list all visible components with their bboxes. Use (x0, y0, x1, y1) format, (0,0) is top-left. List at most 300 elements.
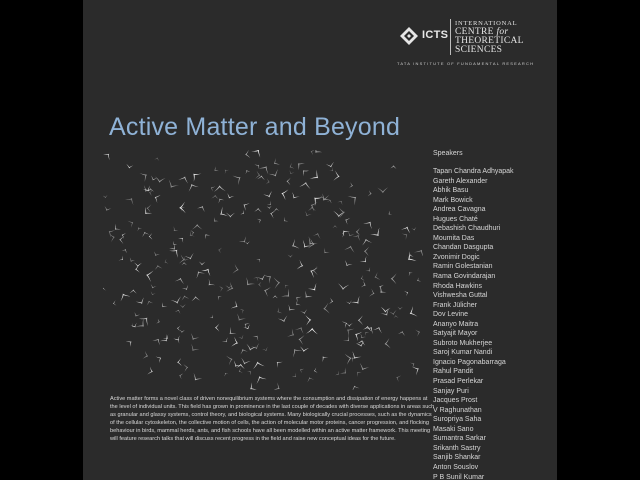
bird-shape (310, 170, 322, 183)
bird-shape (139, 314, 152, 326)
bird-shape (280, 188, 288, 200)
speaker-name: Abhik Basu (433, 187, 469, 195)
bird-shape (254, 163, 260, 169)
bird-shape (197, 204, 207, 212)
bird-shape (267, 206, 272, 209)
bird-shape (306, 376, 314, 382)
speaker-name: Vishwesha Guttal (433, 292, 488, 300)
bird-shape (349, 351, 361, 361)
speaker-name: Ramin Golestanian (433, 263, 493, 271)
speaker-name: Zvonimir Dogic (433, 253, 480, 261)
event-title: Active Matter and Beyond (109, 112, 401, 141)
bird-shape (234, 313, 246, 323)
speaker-name: Tapan Chandra Adhyapak (433, 168, 514, 175)
bird-shape (181, 262, 187, 265)
bird-shape (219, 285, 224, 292)
bird-shape (299, 181, 311, 189)
bird-shape (356, 228, 360, 236)
logo-subtitle: TATA INSTITUTE OF FUNDAMENTAL RESEARCH (397, 61, 535, 66)
icts-diamond-icon (400, 27, 418, 45)
bird-shape (103, 288, 106, 291)
bird-shape (214, 185, 226, 192)
bird-shape (269, 169, 281, 179)
bird-shape (217, 197, 225, 203)
speaker-name: Hugues Chaté (433, 215, 478, 223)
bird-shape (238, 368, 243, 375)
speaker-name: Gareth Alexander (433, 177, 488, 185)
bird-shape (289, 346, 302, 358)
bird-shape (112, 300, 116, 306)
speaker-name: Rama Govindarajan (433, 273, 496, 281)
bird-shape (416, 277, 421, 283)
bird-shape (353, 329, 362, 341)
bird-shape (333, 171, 340, 182)
bird-shape (146, 300, 154, 306)
bird-shape (128, 257, 135, 263)
bird-shape (343, 335, 352, 344)
bird-shape (343, 260, 353, 268)
bird-shape (272, 295, 277, 298)
bird-shape (103, 151, 113, 160)
bird-shape (150, 175, 158, 181)
bird-shape (361, 238, 373, 246)
bird-shape (305, 315, 311, 326)
speaker-name: Prasad Perlekar (433, 378, 484, 386)
speaker-name: Chandan Dasgupta (433, 244, 494, 252)
bird-shape (146, 204, 151, 213)
speakers-section (433, 150, 553, 480)
bird-shape (320, 354, 329, 362)
speaker-name: Suropriya Saha (433, 416, 482, 424)
bird-shape (323, 303, 330, 315)
bird-shape (226, 327, 236, 338)
bird-shape (236, 363, 245, 369)
bird-shape (245, 241, 250, 244)
logo-line-theoretical: THEORETICAL (455, 36, 524, 46)
speaker-name: Anton Souslov (433, 463, 479, 471)
bird-shape (322, 248, 330, 256)
bird-shape (175, 309, 182, 314)
bird-shape (312, 150, 322, 156)
bird-shape (244, 169, 250, 174)
bird-shape (143, 351, 150, 360)
bird-shape (257, 217, 262, 223)
bird-shape (222, 337, 230, 344)
bird-shape (373, 272, 380, 282)
bird-shape (299, 346, 309, 352)
speaker-name: Moumita Das (433, 234, 475, 242)
bird-shape (103, 206, 111, 212)
bird-shape (262, 347, 269, 352)
bird-shape (278, 316, 289, 324)
bird-shape (130, 289, 138, 293)
bird-shape (380, 308, 391, 318)
bird-shape (231, 337, 239, 348)
bird-shape (211, 195, 219, 199)
bird-shape (308, 238, 315, 249)
bird-shape (153, 193, 161, 203)
bird-shape (247, 382, 257, 390)
bird-shape (122, 248, 129, 253)
bird-shape (300, 168, 309, 177)
bird-shape (377, 187, 388, 193)
bird-shape (178, 236, 185, 243)
bird-shape (225, 193, 234, 200)
bird-shape (295, 160, 305, 170)
bird-shape (209, 314, 215, 319)
bird-shape (156, 354, 163, 363)
bird-shape (360, 275, 365, 282)
bird-shape (164, 259, 168, 265)
bird-shape (398, 330, 407, 336)
bird-shape (358, 333, 366, 340)
bird-shape (178, 373, 183, 380)
bird-shape (308, 283, 320, 293)
bird-shape (267, 201, 273, 207)
bird-shape (174, 337, 181, 343)
bird-shape (348, 192, 360, 205)
bird-shape (186, 182, 198, 192)
speaker-name: Satyajit Mayor (433, 330, 478, 338)
bird-shape (369, 288, 376, 297)
bird-shape (192, 224, 203, 230)
bird-shape (179, 254, 186, 264)
bird-shape (298, 334, 305, 345)
bird-shape (136, 318, 148, 330)
bird-shape (327, 199, 333, 203)
bird-shape (258, 282, 261, 288)
bird-shape (294, 294, 302, 303)
bird-shape (345, 352, 353, 364)
bird-shape (126, 339, 134, 347)
bird-shape (188, 344, 199, 354)
bird-shape (170, 296, 183, 305)
bird-shape (340, 367, 349, 376)
bird-shape (273, 382, 282, 390)
bird-shape (118, 291, 131, 301)
bird-shape (306, 328, 318, 335)
bird-shape (231, 300, 240, 311)
bird-shape (363, 331, 369, 336)
logo-abbreviation: ICTS (422, 29, 449, 41)
speaker-name: Andrea Cavagna (433, 206, 486, 214)
bird-shape (308, 207, 316, 211)
bird-shape (349, 355, 356, 362)
bird-shape (290, 192, 300, 201)
bird-shape (244, 150, 250, 159)
bird-shape (126, 164, 134, 169)
bird-shape (288, 163, 294, 171)
bird-shape (274, 359, 283, 368)
bird-shape (152, 251, 159, 257)
bird-shape (342, 319, 349, 328)
bird-shape (415, 328, 421, 336)
bird-shape (276, 307, 283, 315)
bird-shape (335, 371, 340, 377)
bird-shape (370, 228, 383, 240)
logo-line-centre: CENTRE for (455, 27, 509, 37)
bird-shape (339, 207, 345, 218)
bird-shape (160, 302, 168, 309)
bird-shape (135, 265, 140, 273)
bird-shape (401, 225, 412, 234)
bird-shape (384, 338, 391, 349)
bird-shape (407, 254, 414, 258)
bird-shape (136, 226, 142, 232)
bird-shape (402, 231, 410, 240)
bird-shape (380, 307, 390, 313)
speaker-name: Mark Bowick (433, 196, 473, 204)
bird-shape (191, 296, 200, 301)
bird-shape (393, 315, 398, 318)
bird-shape (177, 325, 181, 331)
bird-shape (183, 363, 188, 371)
bird-shape (251, 343, 261, 351)
bird-shape (118, 255, 124, 262)
bird-shape (281, 289, 293, 301)
bird-shape (149, 291, 155, 296)
bird-shape (351, 296, 363, 307)
bird-shape (136, 297, 146, 306)
bird-shape (407, 271, 413, 276)
bird-shape (312, 232, 322, 239)
bird-shape (269, 209, 275, 218)
bird-shape (295, 325, 306, 334)
bird-shape (259, 163, 272, 174)
bird-shape (203, 232, 210, 239)
bird-shape (264, 272, 274, 284)
bird-shape (241, 201, 249, 211)
bird-shape (218, 247, 222, 253)
bird-shape (390, 165, 396, 169)
bird-shape (346, 300, 353, 305)
bird-shape (226, 213, 235, 218)
bird-shape (238, 335, 245, 341)
bird-shape (106, 227, 115, 237)
bird-shape (256, 257, 261, 262)
logo-line-international: INTERNATIONAL (455, 20, 518, 27)
bird-shape (378, 287, 387, 296)
bird-shape (156, 319, 160, 325)
bird-shape (288, 170, 294, 175)
bird-shape (340, 228, 351, 238)
bird-shape (147, 367, 154, 376)
bird-shape (233, 172, 244, 185)
bird-shape (182, 285, 190, 292)
bird-shape (251, 150, 263, 157)
bird-shape (125, 195, 136, 205)
logo-institution-name (455, 19, 524, 55)
bird-shape (217, 206, 228, 219)
bird-shape (282, 217, 288, 224)
bird-shape (154, 157, 160, 161)
bird-shape (290, 239, 300, 251)
speaker-name: Rhoda Hawkins (433, 282, 483, 290)
bird-shape (288, 254, 294, 257)
bird-shape (395, 374, 401, 382)
bird-shape (140, 170, 150, 182)
logo-line-sciences: SCIENCES (455, 45, 503, 55)
speaker-name: P B Sunil Kumar (433, 473, 485, 480)
bird-shape (145, 269, 154, 282)
bird-shape (172, 241, 178, 247)
logo-divider (450, 19, 451, 55)
bird-shape (365, 267, 372, 273)
bird-shape (407, 306, 417, 319)
bird-shape (254, 374, 267, 384)
bird-flock-image (103, 150, 423, 390)
speaker-name: Sumantra Sarkar (433, 435, 486, 443)
bird-shape (171, 226, 178, 233)
speaker-name: Dov Levine (433, 311, 469, 319)
bird-shape (154, 176, 165, 183)
speaker-name: V Raghunathan (433, 406, 482, 414)
bird-shape (310, 193, 323, 206)
bird-shape (286, 304, 295, 312)
bird-shape (414, 247, 423, 258)
bird-shape (389, 310, 398, 316)
bird-shape (391, 273, 397, 284)
bird-shape (215, 323, 219, 331)
bird-shape (191, 373, 203, 383)
speaker-name: Ignacio Pagonabarraga (433, 358, 506, 366)
bird-shape (361, 281, 367, 289)
bird-shape (131, 323, 139, 329)
bird-shape (266, 178, 271, 185)
bird-shape (344, 244, 356, 252)
bird-shape (232, 264, 239, 275)
bird-shape (223, 372, 229, 377)
bird-shape (201, 266, 213, 276)
bird-shape (274, 277, 281, 289)
bird-shape (309, 200, 318, 211)
bird-shape (378, 283, 384, 290)
speaker-name: Subroto Mukherjee (433, 339, 493, 347)
bird-shape (326, 162, 335, 169)
bird-shape (210, 185, 216, 192)
bird-shape (405, 251, 417, 264)
bird-shape (142, 207, 153, 217)
bird-shape (373, 325, 384, 333)
bird-shape (344, 326, 354, 337)
bird-shape (329, 298, 333, 305)
bird-shape (243, 277, 256, 289)
bird-shape (303, 211, 311, 218)
bird-shape (287, 328, 296, 339)
bird-shape (404, 290, 409, 297)
bird-shape (360, 256, 370, 265)
bird-shape (337, 199, 344, 205)
event-abstract: Active matter forms a novel class of driven nonequilibrium systems where the consumption and dissipation of energy happens at the level of individual units. This field has grown in prominence in the last couple of decades with diverse applications in areas such as granular and glassy systems, control theory, and biological systems. Many biologically crucial processes, such as the dynamics of the cellular cytoskeleton, the collective motion of cells, the action of molecular motor proteins, cancer progression, and flocking behaviour in birds, mammal herds, ants, and fish schools have all been modelled within an active matter framework. This meeting will feature research talks that will discuss recent progress in the field and raise new conceptual ideas for the future. (110, 396, 435, 443)
bird-shape (240, 308, 245, 314)
bird-shape (226, 282, 235, 294)
bird-shape (410, 361, 416, 368)
bird-shape (247, 370, 253, 376)
speaker-name: Jacques Prost (433, 397, 478, 405)
bird-shape (397, 307, 403, 310)
bird-shape (254, 208, 262, 213)
bird-shape (119, 235, 124, 244)
bird-shape (253, 275, 260, 281)
bird-shape (213, 166, 219, 173)
bird-shape (286, 178, 290, 186)
bird-shape (149, 284, 156, 289)
bird-shape (188, 231, 195, 239)
bird-shape (194, 269, 205, 279)
bird-shape (179, 304, 186, 308)
bird-shape (154, 264, 163, 270)
bird-shape (357, 363, 369, 373)
speaker-list (433, 167, 553, 480)
bird-shape (411, 227, 417, 231)
bird-shape (364, 247, 369, 257)
bird-shape (177, 358, 182, 367)
bird-shape (262, 285, 270, 297)
bird-shape (257, 274, 267, 281)
bird-shape (329, 167, 335, 173)
bird-shape (179, 329, 185, 333)
bird-shape (199, 261, 206, 265)
bird-shape (240, 210, 245, 216)
bird-shape (302, 291, 313, 301)
bird-shape (310, 150, 315, 155)
bird-shape (313, 368, 317, 374)
speaker-name: Ananyo Maitra (433, 320, 479, 328)
bird-shape (355, 369, 363, 376)
icts-logo (397, 19, 550, 71)
speaker-name: Masaki Sano (433, 425, 474, 433)
bird-shape (103, 195, 108, 198)
bird-shape (112, 224, 121, 233)
bird-shape (212, 217, 218, 223)
bird-shape (350, 384, 359, 390)
speaker-name: Srikanth Sastry (433, 444, 481, 452)
bird-shape (239, 348, 248, 355)
bird-shape (363, 219, 375, 229)
bird-shape (149, 233, 153, 240)
bird-shape (178, 175, 190, 184)
bird-shape (312, 266, 317, 275)
bird-shape (166, 179, 179, 190)
bird-shape (127, 219, 135, 228)
bird-shape (226, 354, 234, 365)
bird-shape (173, 335, 181, 342)
bird-shape (121, 232, 126, 239)
speaker-name: Debashish Chaudhuri (433, 225, 501, 233)
bird-shape (190, 170, 202, 182)
bird-shape (358, 315, 363, 325)
bird-shape (175, 276, 186, 284)
bird-shape (141, 185, 152, 194)
bird-shape (243, 324, 251, 331)
bird-shape (297, 260, 305, 271)
bird-shape (252, 334, 260, 341)
bird-shape (141, 231, 150, 238)
bird-shape (387, 211, 392, 217)
bird-shape (169, 246, 181, 258)
speaker-name: Rahul Pandit (433, 368, 474, 376)
bird-shape (272, 158, 280, 167)
bird-shape (283, 283, 289, 288)
bird-shape (160, 334, 171, 345)
bird-shape (216, 294, 222, 300)
speaker-name: Sanjay Puri (433, 387, 469, 395)
speaker-name: Saroj Kumar Nandi (433, 349, 493, 357)
bird-shape (292, 373, 298, 379)
bird-shape (368, 190, 372, 197)
speakers-heading: Speakers (433, 150, 463, 157)
bird-shape (294, 301, 300, 307)
